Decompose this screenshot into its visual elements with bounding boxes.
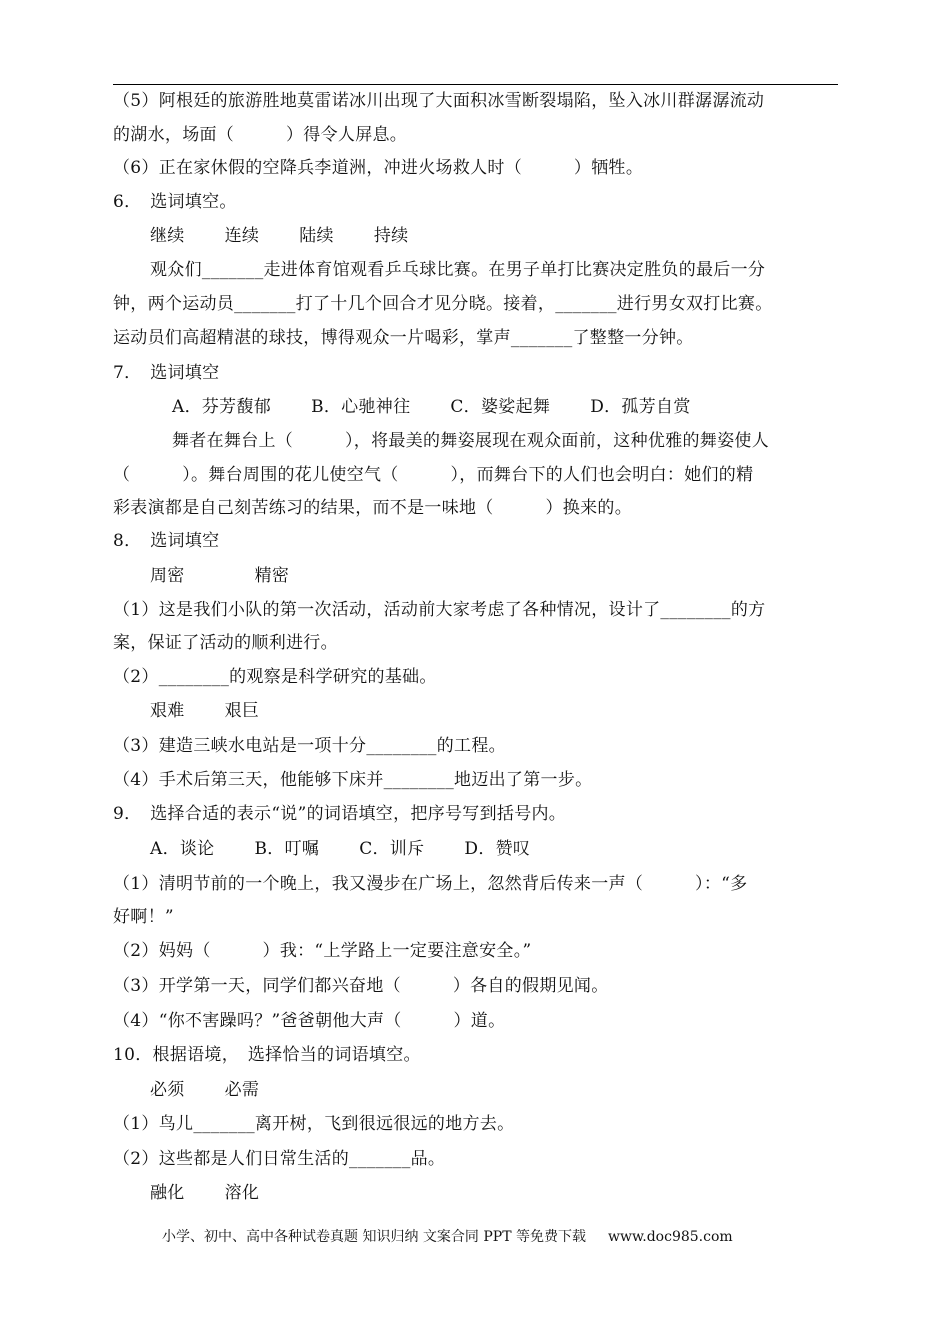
- q7-passage-line2: （ ）。舞台周围的花儿使空气（ ），而舞台下的人们也会明白：她们的精: [113, 465, 754, 485]
- word-option: 融化: [150, 1183, 185, 1203]
- q9-options: [150, 838, 570, 860]
- word-option: 艰巨: [224, 701, 260, 721]
- choice-option: B．心驰神往: [311, 397, 411, 417]
- word-option: 必需: [224, 1080, 260, 1100]
- q5-item5-line1: （5）阿根廷的旅游胜地莫雷诺冰川出现了大面积冰雪断裂塌陷，坠入冰川群潺潺流动: [113, 91, 765, 111]
- q6-passage-line1: 观众们_______走进体育馆观看乒乓球比赛。在男子单打比赛决定胜负的最后一分: [150, 260, 766, 280]
- word-option: 连续: [224, 226, 260, 246]
- q9-item2: （2）妈妈（ ）我：“上学路上一定要注意安全。”: [113, 941, 532, 961]
- choice-option: D．孤芳自赏: [590, 397, 691, 417]
- choice-option: B．叮嘱: [254, 839, 320, 859]
- q8-heading: 8． 选词填空: [113, 531, 220, 551]
- q5-item6: （6）正在家休假的空降兵李道洲，冲进火场救人时（ ）牺牲。: [113, 158, 644, 178]
- choice-option: A．谈论: [150, 839, 215, 859]
- q9-item1-line2: 好啊！”: [113, 907, 174, 927]
- q8-word-bank-1: [150, 565, 359, 587]
- choice-option: D．赞叹: [464, 839, 531, 859]
- q7-passage-line3: 彩表演都是自己刻苦练习的结果，而不是一味地（ ）换来的。: [113, 498, 632, 518]
- word-option: 继续: [150, 226, 185, 246]
- q6-heading: 6． 选词填空。: [113, 192, 237, 212]
- q10-item2: （2）这些都是人们日常生活的_______品。: [113, 1149, 446, 1169]
- word-option: 溶化: [224, 1183, 260, 1203]
- q8-item4: （4）手术后第三天，他能够下床并________地迈出了第一步。: [113, 770, 593, 790]
- q10-word-bank-1: [150, 1079, 299, 1101]
- q6-passage-line3: 运动员们高超精湛的球技，博得观众一片喝彩，掌声_______了整整一分钟。: [113, 328, 694, 348]
- q6-word-bank: [150, 225, 448, 247]
- header-rule: [113, 84, 838, 85]
- word-option: 持续: [373, 226, 409, 246]
- word-option: 艰难: [150, 701, 185, 721]
- word-option: 周密: [150, 566, 185, 586]
- q9-item3: （3）开学第一天，同学们都兴奋地（ ）各自的假期见闻。: [113, 976, 609, 996]
- q10-item1: （1）鸟儿_______离开树，飞到很远很远的地方去。: [113, 1114, 515, 1134]
- q9-item4: （4）“你不害躁吗？”爸爸朝他大声（ ）道。: [113, 1011, 506, 1031]
- q8-word-bank-2: [150, 700, 299, 722]
- word-option: 陆续: [299, 226, 334, 246]
- q8-item2: （2）________的观察是科学研究的基础。: [113, 667, 437, 687]
- footer-url[interactable]: www.doc985.com: [607, 1229, 733, 1245]
- q7-options: [172, 396, 731, 418]
- q10-word-bank-2: [150, 1182, 299, 1204]
- choice-option: C．训斥: [359, 839, 425, 859]
- choice-option: A．芬芳馥郁: [172, 397, 272, 417]
- word-option: 必须: [150, 1080, 185, 1100]
- q7-heading: 7． 选词填空: [113, 363, 220, 383]
- q10-heading: 10．根据语境， 选择恰当的词语填空。: [113, 1045, 421, 1065]
- choice-option: C．婆娑起舞: [450, 397, 551, 417]
- q8-item1-line2: 案，保证了活动的顺利进行。: [113, 633, 338, 653]
- footer-text: 小学、初中、高中各种试卷真题 知识归纳 文案合同 PPT 等免费下载: [162, 1229, 586, 1245]
- q9-item1-line1: （1）清明节前的一个晚上，我又漫步在广场上，忽然背后传来一声（ ）：“多: [113, 874, 748, 894]
- word-option: 精密: [254, 566, 290, 586]
- q5-item5-line2: 的湖水，场面（ ）得令人屏息。: [113, 125, 408, 145]
- q8-item3: （3）建造三峡水电站是一项十分________的工程。: [113, 736, 506, 756]
- page-footer: [162, 1228, 733, 1246]
- q9-heading: 9． 选择合适的表示“说”的词语填空，把序号写到括号内。: [113, 804, 567, 824]
- q8-item1-line1: （1）这是我们小队的第一次活动，活动前大家考虑了各种情况，设计了________的方: [113, 600, 766, 620]
- q6-passage-line2: 钟，两个运动员_______打了十几个回合才见分晓。接着，_______进行男女双打比赛。: [113, 294, 773, 314]
- q7-passage-line1: 舞者在舞台上（ ），将最美的舞姿展现在观众面前，这种优雅的舞姿使人: [172, 431, 769, 451]
